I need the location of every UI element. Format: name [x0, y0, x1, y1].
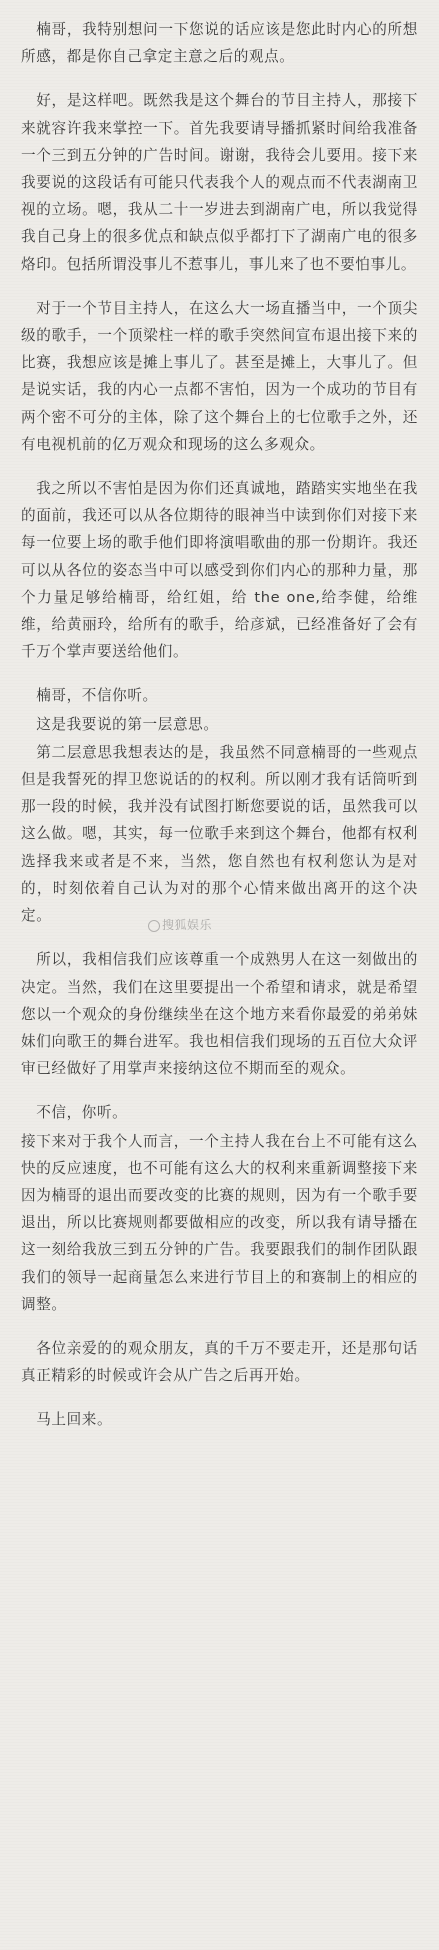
paragraph-10: 接下来对于我个人而言，一个主持人我在台上不可能有这么快的反应速度，也不可能有这么大的权利来重新调整接下来因为楠哥的退出而要改变的比赛的规则，因为有一个歌手要退出，所以比赛规则都要做相应的改变，所以我有请导播在这一刻给我放三到五分钟的广告。我要跟我们的制作团队跟我们的领导一起商量怎么来进行节目上的和赛制上的相应的调整。	[21, 1132, 418, 1313]
paragraph-11: 各位亲爱的的观众朋友，真的千万不要走开，还是那句话真正精彩的时候或许会从广告之后再开始。	[21, 1339, 418, 1385]
paragraph-9: 不信，你听。	[21, 1104, 128, 1122]
paragraph-7: 第二层意思我想表达的是，我虽然不同意楠哥的一些观点但是我誓死的捍卫您说话的的权利。所以刚才我有话筒听到那一段的时候，我并没有试图打断您要说的话，虽然我可以这么做。嗯，其实，每一位歌手来到这个舞台，他都有权利选择我来或者是不来，当然，您自然也有权利您认为是对的，时刻依着自己认为对的那个心情来做出离开的这个决定。	[21, 743, 418, 925]
paragraph-4: 我之所以不害怕是因为你们还真诚地，踏踏实实地坐在我的面前，我还可以从各位期待的眼神当中读到你们对接下来每一位要上场的歌手他们即将演唱歌曲的那一份期许。我还可以从各位的姿态当中可以感受到你们内心的那种力量，那个力量足够给楠哥，给红姐，给 the one,给李健，给维维，给黄丽玲，给所有的歌手，给彦斌，已经准备好了会有千万个掌声要送给他们。	[21, 480, 418, 661]
paragraph-3: 对于一个节目主持人，在这么大一场直播当中，一个顶尖级的歌手，一个顶梁柱一样的歌手突然间宣布退出接下来的比赛，我想应该是摊上事儿了。甚至是摊上，大事儿了。但是说实话，我的内心一点都不害怕，因为一个成功的节目有两个密不可分的主体，除了这个舞台上的七位歌手之外，还有电视机前的亿万观众和现场的这么多观众。	[21, 299, 418, 453]
paragraph-6: 这是我要说的第一层意思。	[21, 715, 219, 733]
paragraph-8: 所以，我相信我们应该尊重一个成熟男人在这一刻做出的决定。当然，我们在这里要提出一个希望和请求，就是希望您以一个观众的身份继续坐在这个地方来看你最爱的弟弟妹妹们向歌王的舞台进军。我也相信我们现场的五百位大众评审已经做好了用掌声来接纳这位不期而至的观众。	[21, 951, 418, 1078]
paragraph-5: 楠哥，不信你听。	[21, 687, 158, 705]
paragraph-2: 好，是这样吧。既然我是这个舞台的节目主持人，那接下来就容许我来掌控一下。首先我要请导播抓紧时间给我准备一个三到五分钟的广告时间。谢谢，我待会儿要用。接下来我要说的这段话有可能只代表我个人的观点而不代表湖南卫视的立场。嗯，我从二十一岁进去到湖南广电，所以我觉得我自己身上的很多优点和缺点似乎都打下了湖南广电的很多烙印。包括所谓没事儿不惹事儿，事儿来了也不要怕事儿。	[21, 92, 418, 273]
paragraph-1: 楠哥，我特别想问一下您说的话应该是您此时内心的所想所感，都是你自己拿定主意之后的观点。	[21, 21, 418, 66]
watermark-text: 搜狐娱乐	[162, 918, 213, 932]
paragraph-12: 马上回来。	[21, 1411, 113, 1429]
